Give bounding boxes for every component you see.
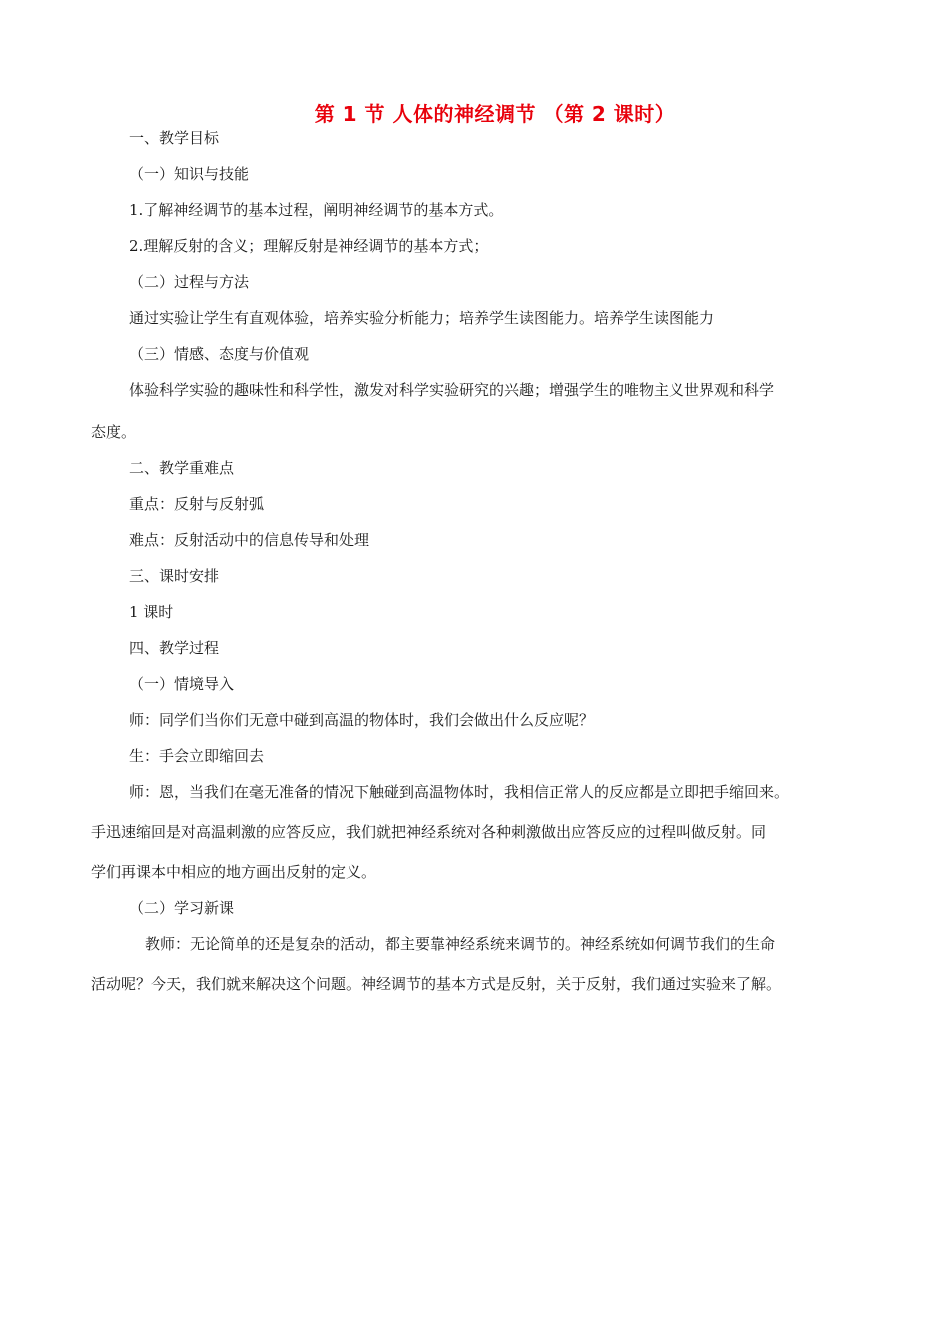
dialogue-teacher-2-line-1: 师：恩，当我们在毫无准备的情况下触碰到高温物体时，我相信正常人的反应都是立即把手缩回来。 — [129, 783, 790, 801]
subsection-process-methods: （二）过程与方法 — [129, 273, 250, 291]
paragraph-new-lesson-line-1: 教师：无论简单的还是复杂的活动，都主要靠神经系统来调节的。神经系统如何调节我们的生命 — [145, 935, 776, 953]
difficult-point: 难点：反射活动中的信息传导和处理 — [129, 531, 370, 549]
schedule-value: 1 课时 — [129, 603, 174, 621]
paragraph-emotion-line-2: 态度。 — [91, 423, 137, 441]
dialogue-teacher-1: 师：同学们当你们无意中碰到高温的物体时，我们会做出什么反应呢？ — [129, 711, 595, 729]
section-heading-schedule: 三、课时安排 — [129, 567, 220, 585]
key-point: 重点：反射与反射弧 — [129, 495, 265, 513]
objective-item-2: 2.理解反射的含义；理解反射是神经调节的基本方式； — [129, 237, 489, 255]
subsection-new-lesson: （二）学习新课 — [129, 899, 235, 917]
dialogue-teacher-2-line-2: 手迅速缩回是对高温刺激的应答反应，我们就把神经系统对各种刺激做出应答反应的过程叫做反射。同 — [91, 823, 767, 841]
dialogue-student-1: 生：手会立即缩回去 — [129, 747, 265, 765]
section-heading-key-points: 二、教学重难点 — [129, 459, 235, 477]
subsection-emotion-attitude: （三）情感、态度与价值观 — [129, 345, 310, 363]
paragraph-emotion-line-1: 体验科学实验的趣味性和科学性，激发对科学实验研究的兴趣；增强学生的唯物主义世界观和科学 — [129, 381, 775, 399]
section-heading-process: 四、教学过程 — [129, 639, 220, 657]
paragraph-process: 通过实验让学生有直观体验，培养实验分析能力；培养学生读图能力。培养学生读图能力 — [129, 309, 715, 327]
objective-item-1: 1.了解神经调节的基本过程，阐明神经调节的基本方式。 — [129, 201, 504, 219]
document-title: 第 1 节 人体的神经调节 （第 2 课时） — [314, 102, 676, 126]
dialogue-teacher-2-line-3: 学们再课本中相应的地方画出反射的定义。 — [91, 863, 377, 881]
paragraph-new-lesson-line-2: 活动呢？今天，我们就来解决这个问题。神经调节的基本方式是反射，关于反射，我们通过实验来了解。 — [91, 975, 782, 993]
subsection-introduction: （一）情境导入 — [129, 675, 235, 693]
subsection-knowledge-skills: （一）知识与技能 — [129, 165, 250, 183]
section-heading-objectives: 一、教学目标 — [129, 129, 220, 147]
